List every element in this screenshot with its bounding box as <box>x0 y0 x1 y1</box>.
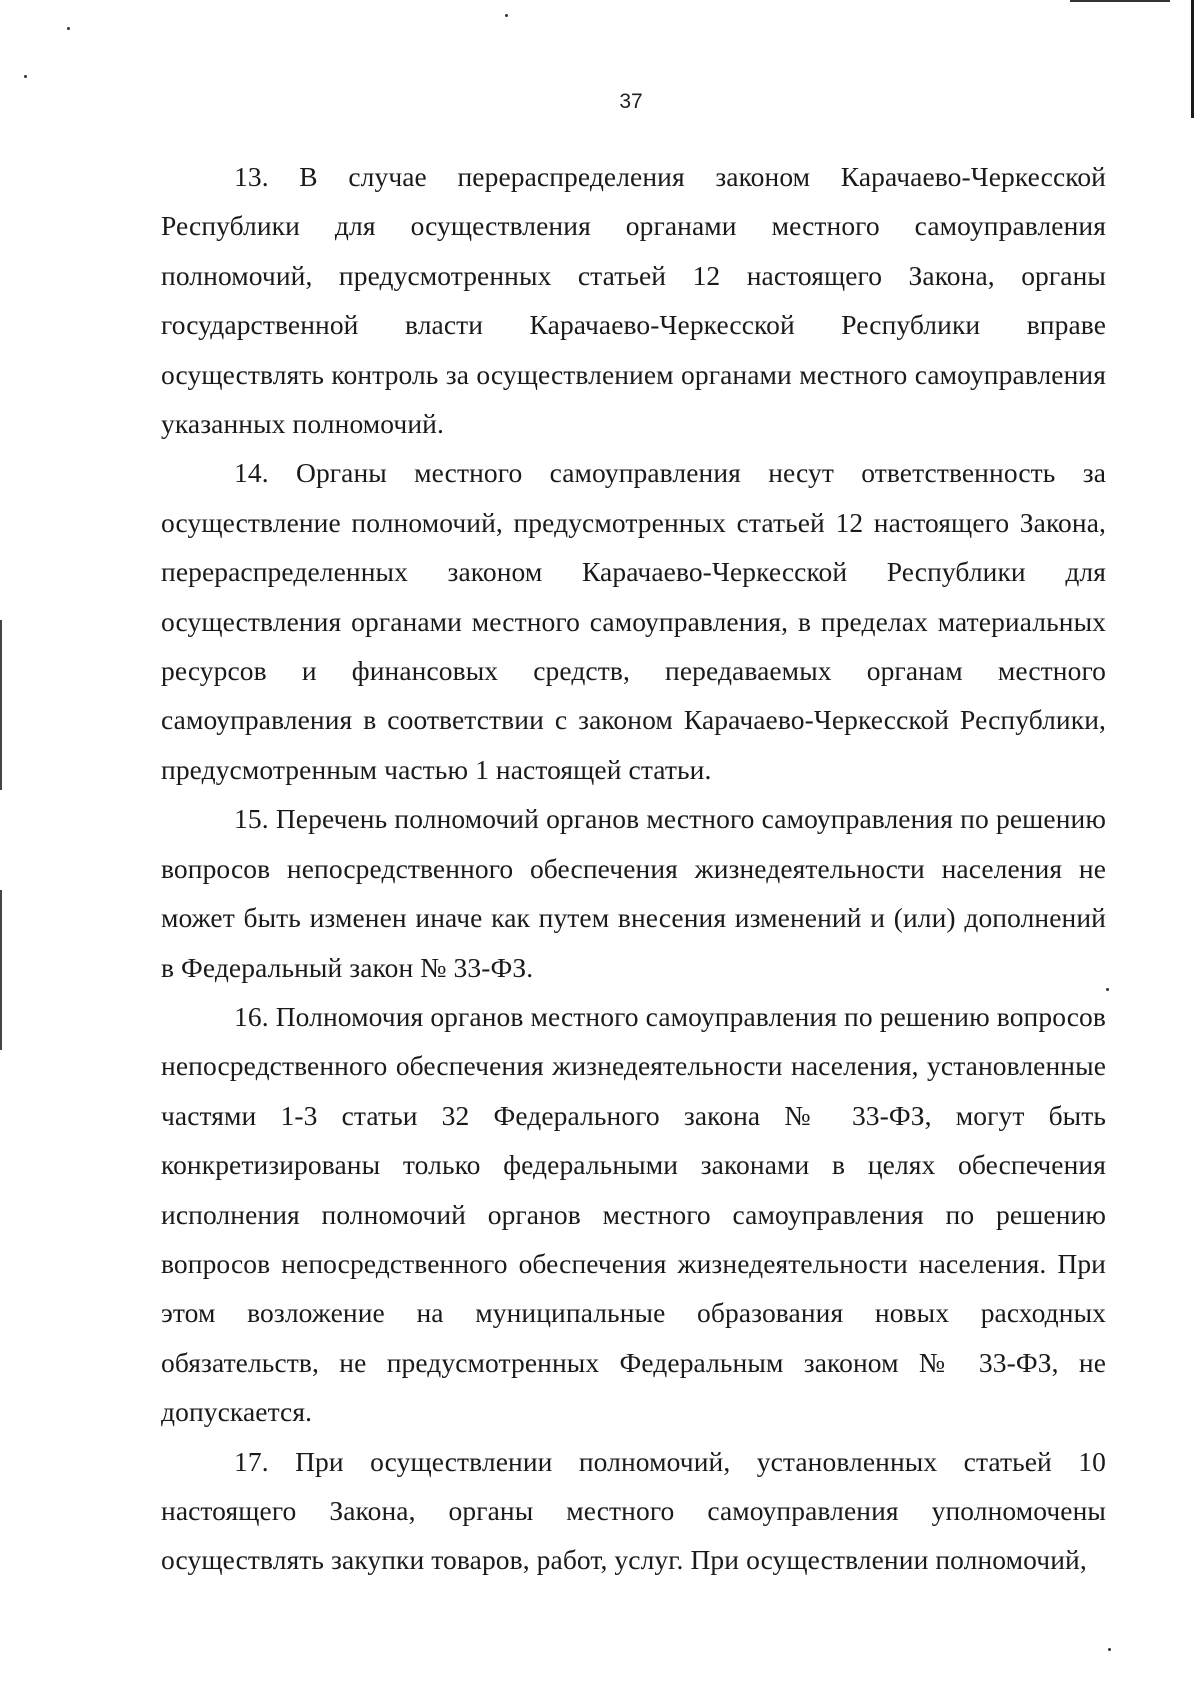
document-body <box>161 152 1106 1585</box>
scan-artifact-left-edge <box>0 620 2 790</box>
paragraph-17: 17. При осуществлении полномочий, установленных статьей 10 настоящего Закона, органы местного самоуправления уполномочены осуществлять закупки товаров, работ, услуг. При осуществлении полномочий, <box>161 1445 1106 1576</box>
paragraph-14: 14. Органы местного самоуправления несут ответственность за осуществление полномочий, предусмотренных статьей 12 настоящего Закона, перераспределенных законом Карачаево-Черкесской Республики для осуществления органами местного самоуправления, в пределах материальных ресурсов и финансовых средств, передаваемых органам местного самоуправления в соответствии с законом Карачаево-Черкесской Республики, предусмотренным частью 1 настоящей статьи. <box>161 457 1106 785</box>
scan-speck <box>67 27 70 30</box>
paragraph-13: 13. В случае перераспределения законом Карачаево-Черкесской Республики для осуществления органами местного самоуправления полномочий, предусмотренных статьей 12 настоящего Закона, органы государственной власти Карачаево-Черкесской Республики вправе осуществлять контроль за осуществлением органами местного самоуправления указанных полномочий. <box>161 161 1106 440</box>
paragraph-15: 15. Перечень полномочий органов местного самоуправления по решению вопросов непосредственного обеспечения жизнедеятельности населения не может быть изменен иначе как путем внесения изменений и (или) дополнений в Федеральный закон № 33-ФЗ. <box>161 803 1106 983</box>
scan-speck <box>1106 988 1109 991</box>
page-number: 37 <box>619 90 643 113</box>
scan-speck <box>1108 1648 1111 1651</box>
scan-speck <box>505 14 508 17</box>
scan-speck <box>24 75 27 78</box>
scan-artifact-left-edge <box>0 890 2 1050</box>
scan-artifact-top-line <box>1070 0 1170 2</box>
paragraph-16: 16. Полномочия органов местного самоуправления по решению вопросов непосредственного обеспечения жизнедеятельности населения, установленные частями 1-3 статьи 32 Федерального закона № 33-ФЗ, могут быть конкретизированы только федеральными законами в целях обеспечения исполнения полномочий органов местного самоуправления по решению вопросов непосредственного обеспечения жизнедеятельности населения. При этом возложение на муниципальные образования новых расходных обязательств, не предусмотренных Федеральным законом № 33-ФЗ, не допускается. <box>161 1000 1106 1428</box>
